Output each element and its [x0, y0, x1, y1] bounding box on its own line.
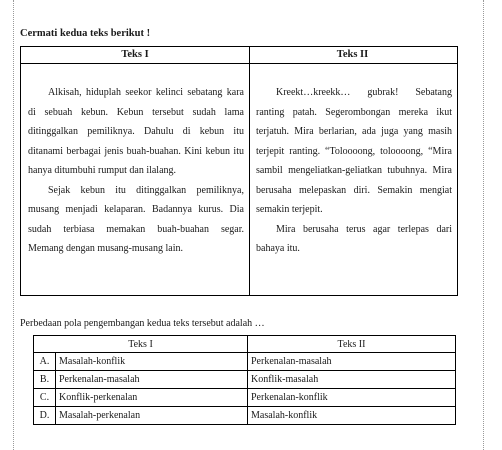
story-header-text-two: Teks II [336, 49, 369, 60]
option-letter: A. [34, 353, 56, 371]
question-prompt: Perbedaan pola pengembangan kedua teks tersebut adalah … [20, 318, 265, 329]
option-text-two: Masalah-konflik [248, 407, 456, 425]
option-text-one: Perkenalan-masalah [56, 371, 248, 389]
option-text-two: Konflik-masalah [248, 371, 456, 389]
story-text-one [28, 83, 244, 259]
story-text-one-paragraph-1: Alkisah, hiduplah seekor kelinci sebatang kara di sebuah kebun. Kebun tersebut sudah lama ditinggalkan pemiliknya. Dahulu di kebun itu ditanami berbagai jenis buah-buahan. Kini kebun itu hanya ditumbuhi rumput dan ilalang. [28, 87, 244, 176]
story-table-header [21, 47, 457, 64]
answer-options-table [33, 335, 456, 425]
story-column-divider [249, 47, 250, 295]
story-text-two-paragraph-2: Mira berusaha terus agar terlepas dari bahaya itu. [256, 223, 452, 254]
story-comparison-table [20, 46, 458, 296]
option-text-one: Masalah-konflik [56, 353, 248, 371]
answer-header-text-one: Teks I [34, 336, 248, 353]
answer-row-d[interactable] [34, 407, 456, 425]
answer-header-text-two: Teks II [248, 336, 456, 353]
option-text-two: Perkenalan-konflik [248, 389, 456, 407]
left-margin-guide [13, 0, 14, 450]
answer-row-c[interactable] [34, 389, 456, 407]
option-text-two: Perkenalan-masalah [248, 353, 456, 371]
answer-header-row [34, 336, 456, 353]
answer-row-b[interactable] [34, 371, 456, 389]
story-text-two-paragraph-1: Kreekt…kreekk… gubrak! Sebatang ranting patah. Segerombongan mereka ikut terjatuh. Mira berlarian, ada juga yang masih terjepit ranting. “Toloooong, toloooong, “Mira sambil mengeliatkan-geliatkan tubuhnya. Mira berusaha melepaskan diri. Semakin mengiat semakin terjepit. [256, 87, 452, 215]
option-letter: B. [34, 371, 56, 389]
option-text-one: Konflik-perkenalan [56, 389, 248, 407]
option-text-one: Masalah-perkenalan [56, 407, 248, 425]
story-header-text-one: Teks I [121, 49, 149, 60]
story-text-one-paragraph-2: Sejak kebun itu ditinggalkan pemiliknya, musang menjadi kelaparan. Badannya kurus. Dia sudah terbiasa memakan buah-buahan segar. Memang dengan musang-musang lain. [28, 184, 244, 254]
story-text-two [256, 83, 452, 259]
answer-row-a[interactable] [34, 353, 456, 371]
option-letter: D. [34, 407, 56, 425]
instruction-heading: Cermati kedua teks berikut ! [20, 28, 151, 39]
right-margin-guide [483, 0, 484, 450]
option-letter: C. [34, 389, 56, 407]
